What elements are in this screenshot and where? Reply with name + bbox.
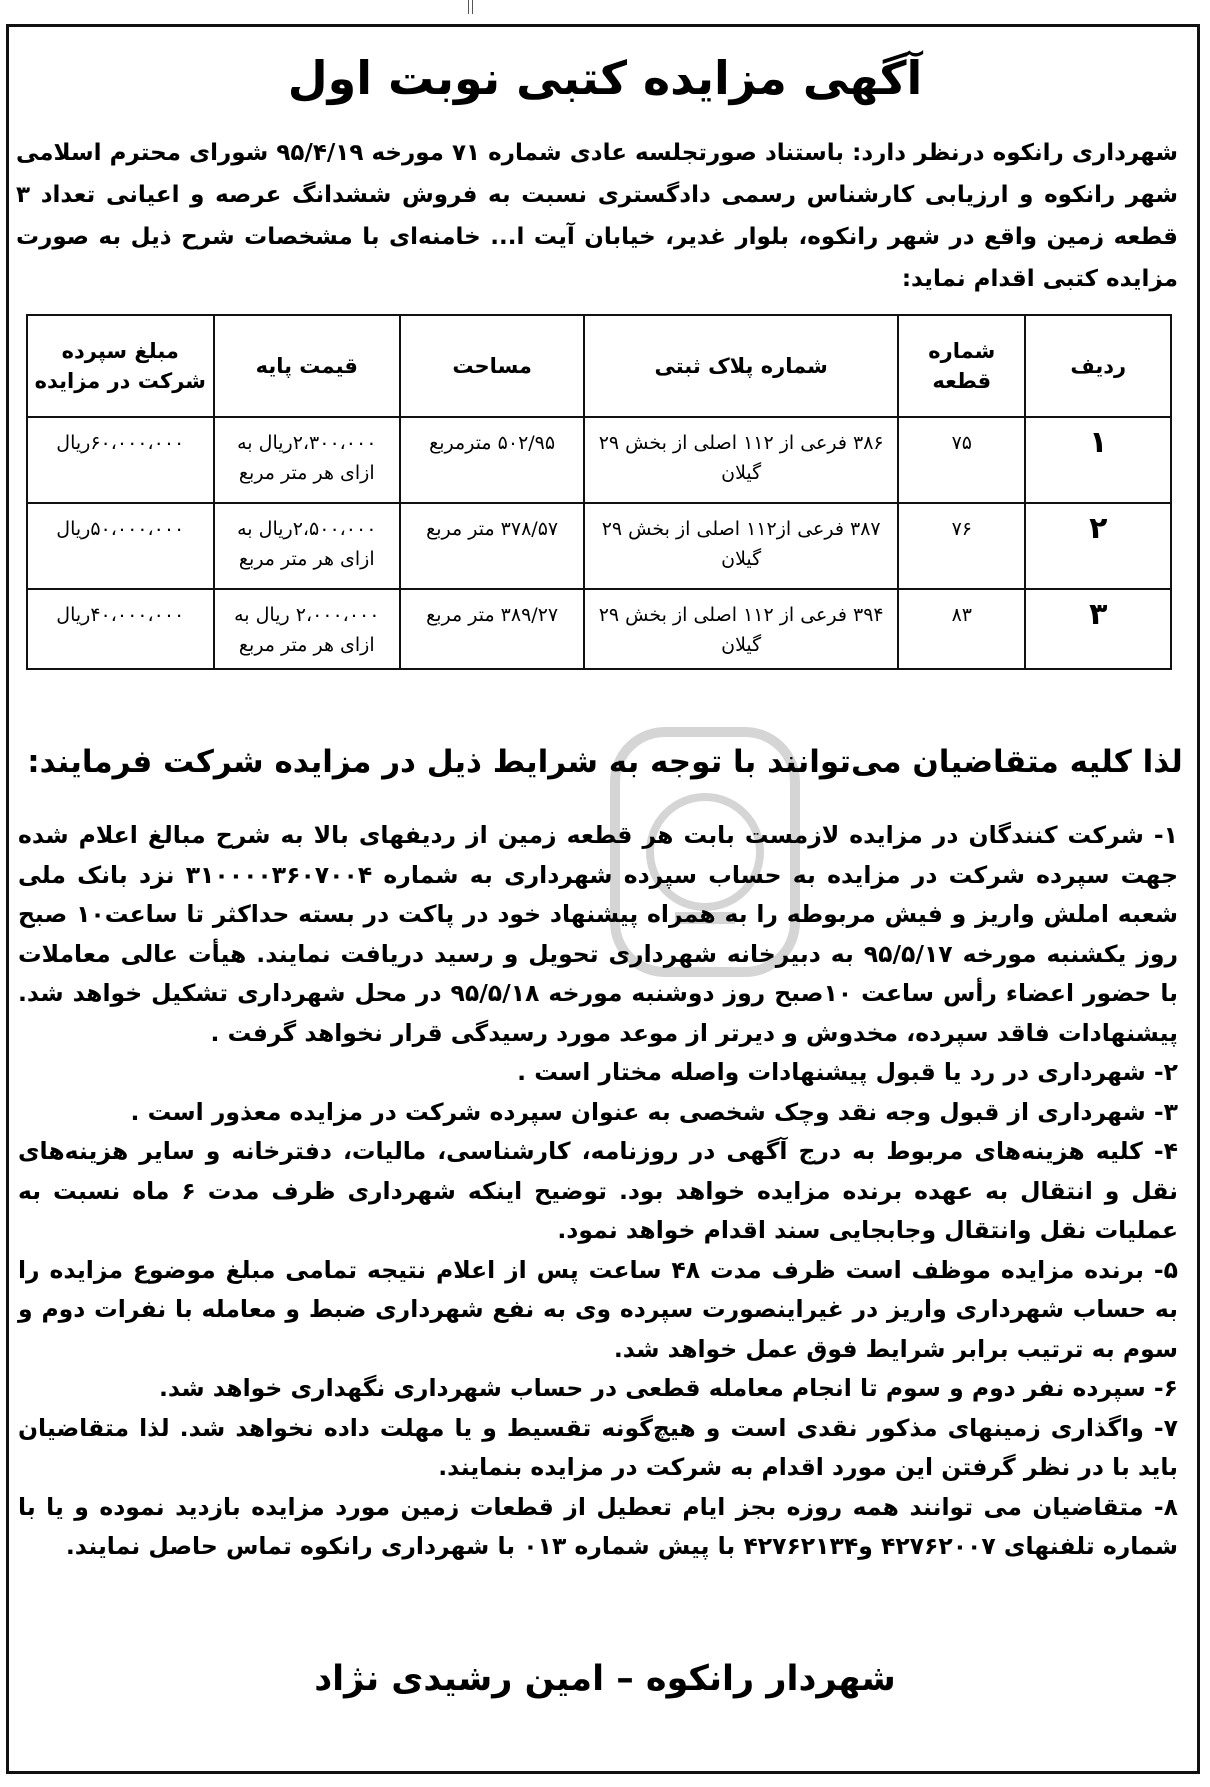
table-header-row	[27, 315, 1171, 417]
cell-base-price: ۲،۳۰۰،۰۰۰ریال به ازای هر متر مربع	[214, 417, 400, 503]
cell-base-price: ۲،۵۰۰،۰۰۰ریال به ازای هر متر مربع	[214, 503, 400, 589]
table-row	[27, 589, 1171, 669]
header-base-price: قیمت پایه	[214, 315, 400, 417]
cell-area: ۳۸۹/۲۷ متر مربع	[400, 589, 584, 669]
cell-lot: ۸۳	[898, 589, 1025, 669]
cell-deposit: ۶۰،۰۰۰،۰۰۰ریال	[27, 417, 214, 503]
header-lot-number	[898, 315, 1025, 417]
cell-lot: ۷۶	[898, 503, 1025, 589]
condition-item: ۸- متقاضیان می توانند همه روزه بجز ایام تعطیل از قطعات زمین مورد مزایده بازدید نموده و یا با شماره تلفنهای ۴۲۷۶۲۰۰۷ و۴۲۷۶۲۱۳۴ با پیش شماره ۰۱۳ با شهرداری رانکوه تماس حاصل نمایند.	[18, 1492, 1178, 1560]
header-deposit-line1: مبلغ سپرده	[61, 339, 179, 363]
cell-row-number: ۱	[1025, 417, 1171, 503]
header-deposit-line2: شرکت در مزایده	[34, 369, 206, 393]
condition-item: ۱- شرکت کنندگان در مزایده لازمست بابت هر قطعه زمین از ردیفهای بالا به شرح مبالغ اعلام شده جهت سپرده شرکت در مزایده به حساب سپرده شهرداری به شماره ۳۱۰۰۰۰۳۶۰۷۰۰۴ نزد بانک ملی شعبه املش واریز و فیش مربوطه را به همراه پیشنهاد خود در پاکت در بسته حداکثر تا ساعت۱۰ صبح روز یکشنبه مورخه ۹۵/۵/۱۷ به دبیرخانه شهرداری تحویل و رسید دریافت نمایند. هیأت عالی معاملات با حضور اعضاء رأس ساعت ۱۰صبح روز دوشنبه مورخه ۹۵/۵/۱۸ در محل شهرداری تشکیل خواهد شد. پیشنهادات فاقد سپرده، مخدوش و دیرتر از موعد مورد رسیدگی قرار نخواهد گرفت .	[18, 821, 1179, 1047]
cell-lot: ۷۵	[898, 417, 1025, 503]
crop-mark	[468, 0, 469, 14]
cell-row-number: ۳	[1025, 589, 1171, 669]
cell-area: ۳۷۸/۵۷ متر مربع	[400, 503, 584, 589]
condition-item: ۷- واگذاری زمینهای مذکور نقدی است و هیچ‌گونه تقسیط و یا مهلت داده نخواهد شد. لذا متقاضیان باید با در نظر گرفتن این مورد اقدام به شرکت در مزایده بنمایند.	[18, 1413, 1178, 1481]
lots-table	[26, 314, 1172, 670]
mayor-signature: شهردار رانکوه – امین رشیدی نژاد	[314, 1659, 896, 1699]
cell-plaque: ۳۸۷ فرعی از۱۱۲ اصلی از بخش ۲۹ گیلان	[584, 503, 898, 589]
cell-row-number: ۲	[1025, 503, 1171, 589]
cell-area: ۵۰۲/۹۵ مترمربع	[400, 417, 584, 503]
cell-deposit: ۵۰،۰۰۰،۰۰۰ریال	[27, 503, 214, 589]
conditions-heading: لذا کلیه متقاضیان می‌توانند با توجه به شرایط ذیل در مزایده شرکت فرمایند:	[27, 744, 1183, 780]
table-row	[27, 417, 1171, 503]
header-area: مساحت	[400, 315, 584, 417]
condition-item: ۵- برنده مزایده موظف است ظرف مدت ۴۸ ساعت پس از اعلام نتیجه تمامی مبلغ موضوع مزایده را به حساب شهرداری واریز در غیراینصورت سپرده وی به نفع شهرداری ضبط و معامله با نفرات دوم و سوم به ترتیب برابر شرایط فوق عمل خواهد شد.	[18, 1255, 1178, 1363]
cell-deposit: ۴۰،۰۰۰،۰۰۰ریال	[27, 589, 214, 669]
notice-intro: شهرداری رانکوه درنظر دارد: باستناد صورتجلسه عادی شماره ۷۱ مورخه ۹۵/۴/۱۹ شورای محترم اسلامی شهر رانکوه و ارزیابی کارشناس رسمی دادگستری نسبت به فروش ششدانگ عرصه و اعیانی تعداد ۳ قطعه زمین واقع در شهر رانکوه، بلوار غدیر، خیابان آیت ا... خامنه‌ای با مشخصات شرح ذیل به صورت مزایده کتبی اقدام نماید:	[16, 140, 1178, 292]
header-lot-line1: شماره	[928, 339, 996, 363]
table-row	[27, 503, 1171, 589]
cell-plaque: ۳۸۶ فرعی از ۱۱۲ اصلی از بخش ۲۹ گیلان	[584, 417, 898, 503]
header-lot-line2: قطعه	[932, 369, 992, 393]
cell-plaque: ۳۹۴ فرعی از ۱۱۲ اصلی از بخش ۲۹ گیلان	[584, 589, 898, 669]
header-plaque: شماره پلاک ثبتی	[584, 315, 898, 417]
crop-mark	[472, 0, 473, 14]
condition-item: ۳- شهرداری از قبول وجه نقد وچک شخصی به عنوان سپرده شرکت در مزایده معذور است .	[130, 1097, 1178, 1126]
cell-base-price: ۲،۰۰۰،۰۰۰ ریال به ازای هر متر مربع	[214, 589, 400, 669]
top-crop-strip	[0, 0, 1210, 16]
condition-item: ۴- کلیه هزینه‌های مربوط به درج آگهی در روزنامه، کارشناسی، مالیات، دفترخانه و سایر هزینه‌های نقل و انتقال به عهده برنده مزایده خواهد بود. توضیح اینکه شهرداری ظرف مدت ۶ ماه نسبت به عملیات نقل وانتقال وجابجایی سند اقدام خواهد نمود.	[18, 1137, 1178, 1244]
conditions-list	[18, 816, 1178, 1567]
condition-item: ۲- شهرداری در رد یا قبول پیشنهادات واصله مختار است .	[517, 1058, 1178, 1086]
header-row-number: ردیف	[1025, 315, 1171, 417]
header-deposit	[27, 315, 214, 417]
condition-item: ۶- سپرده نفر دوم و سوم تا انجام معامله قطعی در حساب شهرداری نگهداری خواهد شد.	[158, 1374, 1178, 1402]
notice-title: آگهی مزایده کتبی نوبت اول	[287, 51, 923, 105]
